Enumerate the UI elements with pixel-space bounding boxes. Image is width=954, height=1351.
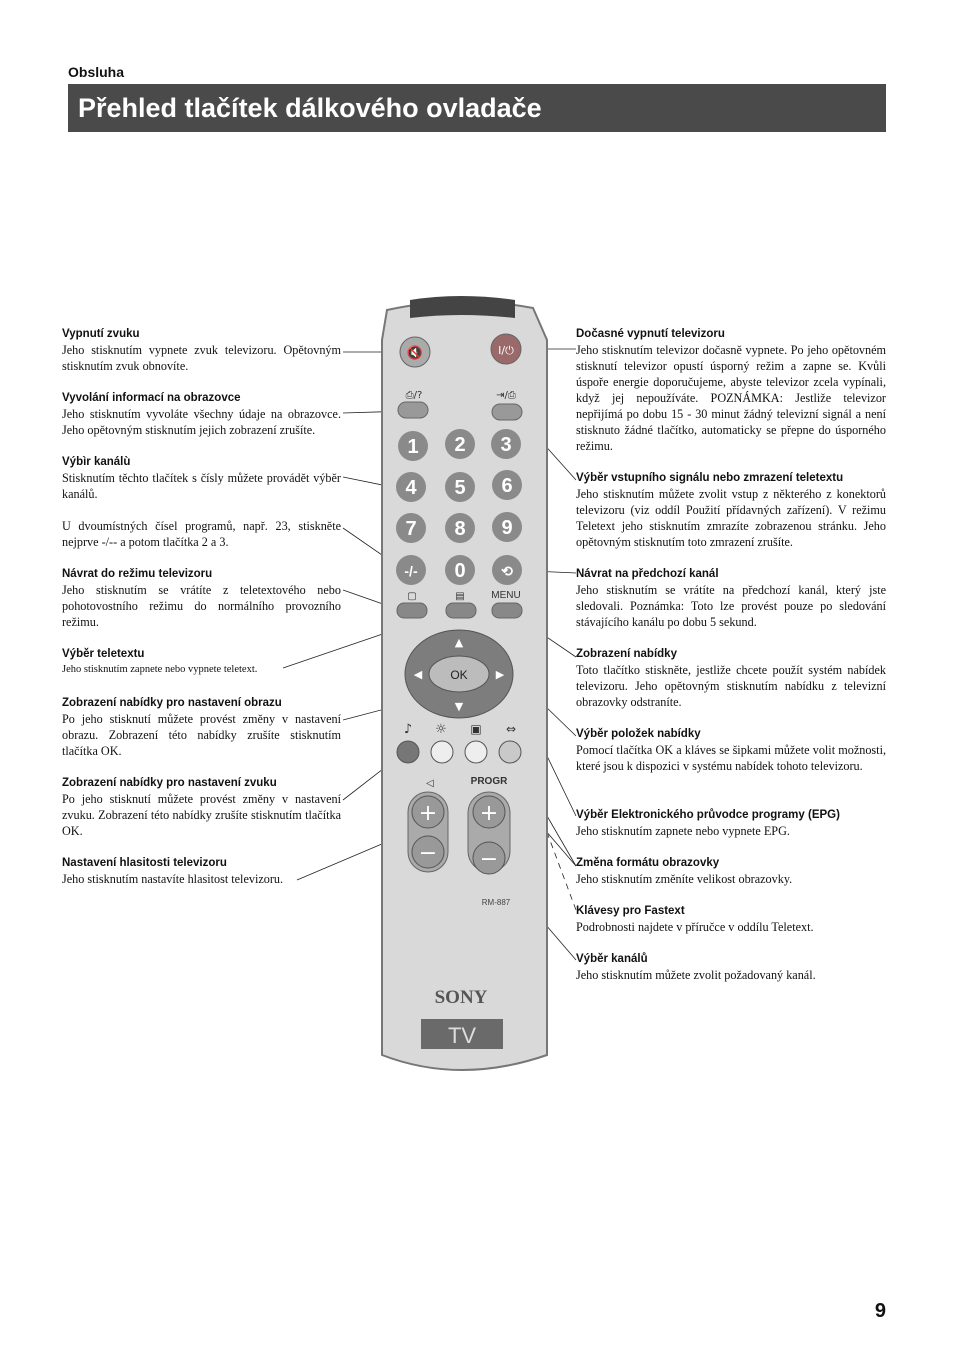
- svg-text:7: 7: [405, 518, 417, 540]
- svg-text:⇥/⎙: ⇥/⎙: [496, 390, 516, 401]
- annotation-previous-channel: Návrat na předchozí kanál Jeho stisknutím se vrátíte na předchozí kanál, který jste sledovali. Poznámka: Toto lze provést pouze po sledování stávajícího kanálu po dobu 5 sekund.: [576, 568, 886, 629]
- svg-text:2: 2: [454, 434, 466, 456]
- svg-text:MENU: MENU: [491, 590, 521, 601]
- svg-text:TV: TV: [447, 1023, 477, 1048]
- svg-text:9: 9: [501, 517, 513, 539]
- digit-button-2[interactable]: [445, 429, 475, 459]
- digit-button-7[interactable]: [396, 513, 426, 543]
- digit-button-1[interactable]: [398, 431, 428, 461]
- page-title: Přehled tlačítek dálkového ovladače: [78, 93, 542, 123]
- annotation-fastext: Klávesy pro Fastext Podrobnosti najdete v příručce v oddílu Teletext.: [576, 905, 814, 934]
- annotation-info: Vyvolání informací na obrazovce Jeho stisknutím vyvoláte všechny údaje na obrazovce. Jeho opětovným stisknutím jejich zobrazení zrušíte.: [62, 392, 341, 437]
- digit-button-8[interactable]: [445, 513, 475, 543]
- svg-text:RM-887: RM-887: [481, 898, 511, 907]
- annotation-channel-select: Výbìr kanálù Stisknutím těchto tlačítek s čísly můžete provádět výběr kanálů.: [62, 456, 341, 501]
- annotation-menu: Zobrazení nabídky Toto tlačítko stiskněte, jestliže chcete použít systém nabídek televizoru. Jeho opětovným stisknutím nabídku z televizní obrazovky odstraníte.: [576, 648, 886, 709]
- svg-text:4: 4: [405, 477, 417, 499]
- annotation-double-digit: U dvoumístných čísel programů, např. 23, stiskněte nejprve -/-- a potom tlačítka 2 a 3.: [62, 519, 341, 549]
- svg-text:☼: ☼: [435, 722, 447, 737]
- annotation-menu-navigation: Výběr položek nabídky Pomocí tlačítka OK a kláves se šipkami můžete volit možnosti, které jsou k dispozici v systému nabídek tohoto televizoru.: [576, 728, 886, 773]
- digit-button-6[interactable]: [492, 470, 522, 500]
- page-number: 9: [874, 1300, 886, 1322]
- digit-button-9[interactable]: [492, 512, 522, 542]
- svg-text:▣: ▣: [470, 722, 482, 736]
- annotation-teletext: Výběr teletextu Jeho stisknutím zapnete nebo vypnete teletext.: [62, 648, 258, 675]
- svg-text:6: 6: [501, 475, 513, 497]
- svg-text:3: 3: [500, 434, 512, 456]
- svg-text:⇔: ⇔: [505, 722, 517, 736]
- svg-text:-/-: -/-: [404, 563, 418, 579]
- svg-text:▶: ▶: [495, 668, 505, 681]
- digit-button-0[interactable]: [445, 555, 475, 585]
- annotation-picture-menu: Zobrazení nabídky pro nastavení obrazu Po jeho stisknutí můžete provést změny v nastavení obrazu. Zobrazení této nabídky zrušíte stisknutím tlačítka OK.: [62, 697, 341, 758]
- svg-text:🔇: 🔇: [406, 346, 424, 361]
- digit-button-5[interactable]: [445, 472, 475, 502]
- annotation-tv-mode: Návrat do režimu televizoru Jeho stisknutím se vrátíte z teletextového nebo pohotovostního režimu do normálního provozního režimu.: [62, 568, 341, 629]
- annotation-epg: Výběr Elektronického průvodce programy (EPG) Jeho stisknutím zapnete nebo vypnete EPG.: [576, 809, 840, 838]
- section-label: Obsluha: [68, 64, 125, 80]
- annotation-standby: Dočasné vypnutí televizoru Jeho stisknutím televizor dočasně vypnete. Po jeho opětovném stisknutí televizor opustí úsporný režim a zapne se. Kvůli úspoře energie doporučujeme, abyste televizor zcela vypínali, když jej nepoužíváte. POZNÁMKA: Jestliže televizor nepřijímá po dobu 15 - 30 minut žádný televizní signál a není stisknuto žádné tlačítko, automaticky se přepne do úsporného režimu.: [576, 328, 886, 453]
- svg-text:1: 1: [407, 436, 419, 458]
- svg-text:+: +: [418, 801, 438, 826]
- annotation-input-select: Výběr vstupního signálu nebo zmrazení teletextu Jeho stisknutím můžete zvolit vstup z některého z konektorů televizoru (viz oddíl Použití přídavných zařízení). V režimu Teletext jeho stisknutím zmrazíte zobrazenou stránku. Jeho opětovným stisknutím toto zmrazení zrušíte.: [576, 472, 886, 549]
- annotation-mute: Vypnutí zvuku Jeho stisknutím vypnete zvuk televizoru. Opětovným stisknutím zvuk obnovíte.: [62, 328, 341, 373]
- svg-text:♪: ♪: [403, 722, 413, 737]
- svg-text:I/⏻: I/⏻: [498, 344, 514, 357]
- svg-text:−: −: [479, 847, 499, 872]
- svg-text:5: 5: [454, 477, 466, 499]
- digit-button-3[interactable]: [491, 429, 521, 459]
- annotation-sound-menu: Zobrazení nabídky pro nastavení zvuku Po jeho stisknutí můžete provést změny v nastavení zvuku. Zobrazení této nabídky zrušíte stisknutím tlačítka OK.: [62, 777, 341, 838]
- previous-channel-button[interactable]: [492, 555, 522, 585]
- svg-text:▢: ▢: [407, 591, 417, 602]
- digit-button-4[interactable]: [396, 472, 426, 502]
- annotation-volume: Nastavení hlasitosti televizoru Jeho stisknutím nastavíte hlasitost televizoru.: [62, 857, 284, 886]
- svg-text:▲: ▲: [454, 636, 464, 649]
- svg-text:−: −: [418, 841, 438, 866]
- svg-text:SONY: SONY: [434, 987, 488, 1008]
- svg-text:8: 8: [454, 518, 466, 540]
- annotation-screen-format: Změna formátu obrazovky Jeho stisknutím změníte velikost obrazovky.: [576, 857, 793, 886]
- svg-text:⟲: ⟲: [501, 563, 513, 579]
- svg-text:OK: OK: [450, 668, 468, 682]
- svg-text:0: 0: [454, 560, 466, 582]
- svg-text:▼: ▼: [454, 700, 464, 713]
- double-digit-button[interactable]: [396, 555, 426, 585]
- svg-text:⎙/?: ⎙/?: [405, 390, 423, 401]
- annotation-program-select: Výběr kanálů Jeho stisknutím můžete zvolit požadovaný kanál.: [576, 953, 816, 982]
- svg-text:▤: ▤: [455, 591, 465, 602]
- svg-text:PROGR: PROGR: [470, 776, 508, 787]
- svg-text:◁: ◁: [426, 778, 434, 789]
- svg-text:+: +: [479, 801, 499, 826]
- svg-text:◀: ◀: [413, 668, 423, 681]
